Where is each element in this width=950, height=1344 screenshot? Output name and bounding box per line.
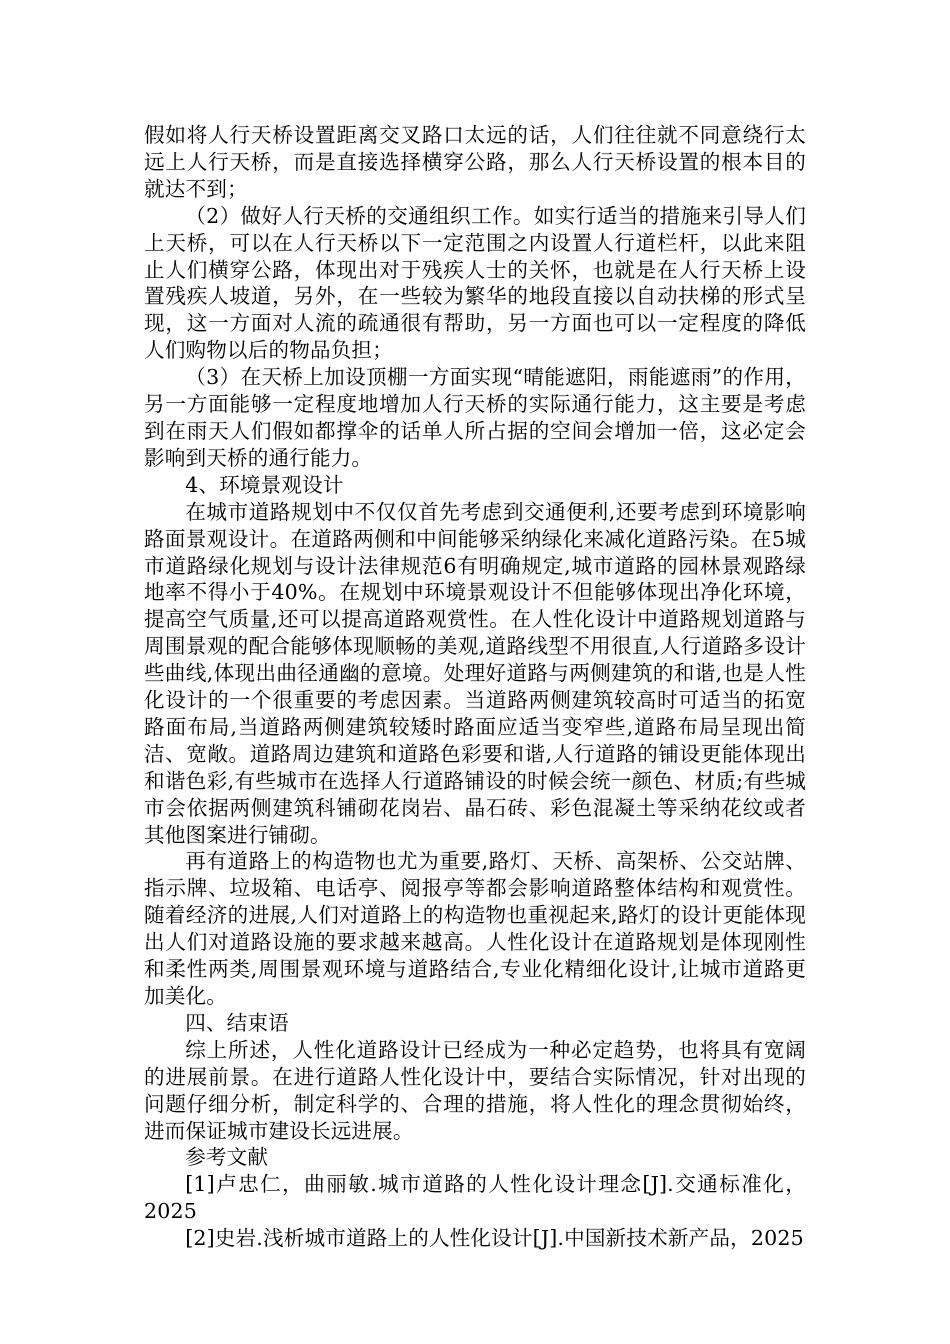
paragraph-road-structures: 再有道路上的构造物也尤为重要,路灯、天桥、高架桥、公交站牌、指示牌、垃圾箱、电话亭、阅报亭等都会影响道路整体结构和观赏性。随着经济的进展,人们对道路上的构造物也重视起来,路灯的设计更能体现出人们对道路设施的要求越来越高。人性化设计在道路规划是体现刚性和柔性两类,周围景观环境与道路结合,专业化精细化设计,让城市道路更加美化。 bbox=[144, 849, 806, 1008]
reference-item-2: [2]史岩.浅析城市道路上的人性化设计[J].中国新技术新产品，2025 bbox=[185, 1226, 804, 1251]
paragraph-bridge-canopy: （3）在天桥上加设顶棚一方面实现“晴能遮阳，雨能遮雨”的作用，另一方面能够一定程度地增加人行天桥的实际通行能力，这主要是考虑到在雨天人们假如都撑伞的话单人所占据的空间会增加一倍，这必定会影响到天桥的通行能力。 bbox=[144, 365, 806, 470]
paragraph-landscape-design: 在城市道路规划中不仅仅首先考虑到交通便利,还要考虑到环境影响路面景观设计。在道路两侧和中间能够采纳绿化来减化道路污染。在5城市道路绿化规划与设计法律规范6有明确规定,城市道路的园林景观路绿地率不得小于40%。在规划中环境景观设计不但能够体现出净化环境，提高空气质量,还可以提高道路观赏性。在人性化设计中道路规划道路与周围景观的配合能够体现顺畅的美观,道路线型不用很直,人行道路多设计些曲线,体现出曲径通幽的意境。处理好道路与两侧建筑的和谐,也是人性化设计的一个很重要的考虑因素。当道路两侧建筑较高时可适当的拓宽路面布局,当道路两侧建筑较矮时路面应适当变窄些,道路布局呈现出简洁、宽敞。道路周边建筑和道路色彩要和谐,人行道路的铺设更能体现出和谐色彩,有些城市在选择人行道路铺设的时候会统一颜色、材质;有些城市会依据两侧建筑科铺砌花岗岩、晶石砖、彩色混凝土等采纳花纹或者其他图案进行铺砌。 bbox=[144, 499, 806, 847]
references-heading: 参考文献 bbox=[185, 1145, 269, 1170]
paragraph-pedestrian-bridge-distance: 假如将人行天桥设置距离交叉路口太远的话，人们往往就不同意绕行太远上人行天桥，而是直接选择横穿公路，那么人行天桥设置的根本目的就达不到； bbox=[144, 123, 806, 201]
section-heading-landscape-design: 4、环境景观设计 bbox=[185, 472, 344, 497]
document-body bbox=[144, 122, 806, 1252]
paragraph-bridge-traffic-organization: （2）做好人行天桥的交通组织工作。如实行适当的措施来引导人们上天桥，可以在人行天桥以下一定范围之内设置人行道栏杆，以此来阻止人们横穿公路，体现出对于残疾人士的关怀，也就是在人行天桥上设置残疾人坡道，另外，在一些较为繁华的地段直接以自动扶梯的形式呈现，这一方面对人流的疏通很有帮助，另一方面也可以一定程度的降低人们购物以后的物品负担； bbox=[144, 203, 806, 363]
reference-item-1: [1]卢忠仁，曲丽敏.城市道路的人性化设计理念[J].交通标准化，2025 bbox=[144, 1172, 806, 1224]
paragraph-conclusion: 综上所述，人性化道路设计已经成为一种必定趋势，也将具有宽阔的进展前景。在进行道路人性化设计中，要结合实际情况，针对出现的问题仔细分析，制定科学的、合理的措施，将人性化的理念贯彻始终，进而保证城市建设长远进展。 bbox=[144, 1037, 806, 1143]
section-heading-conclusion: 四、结束语 bbox=[185, 1010, 289, 1035]
